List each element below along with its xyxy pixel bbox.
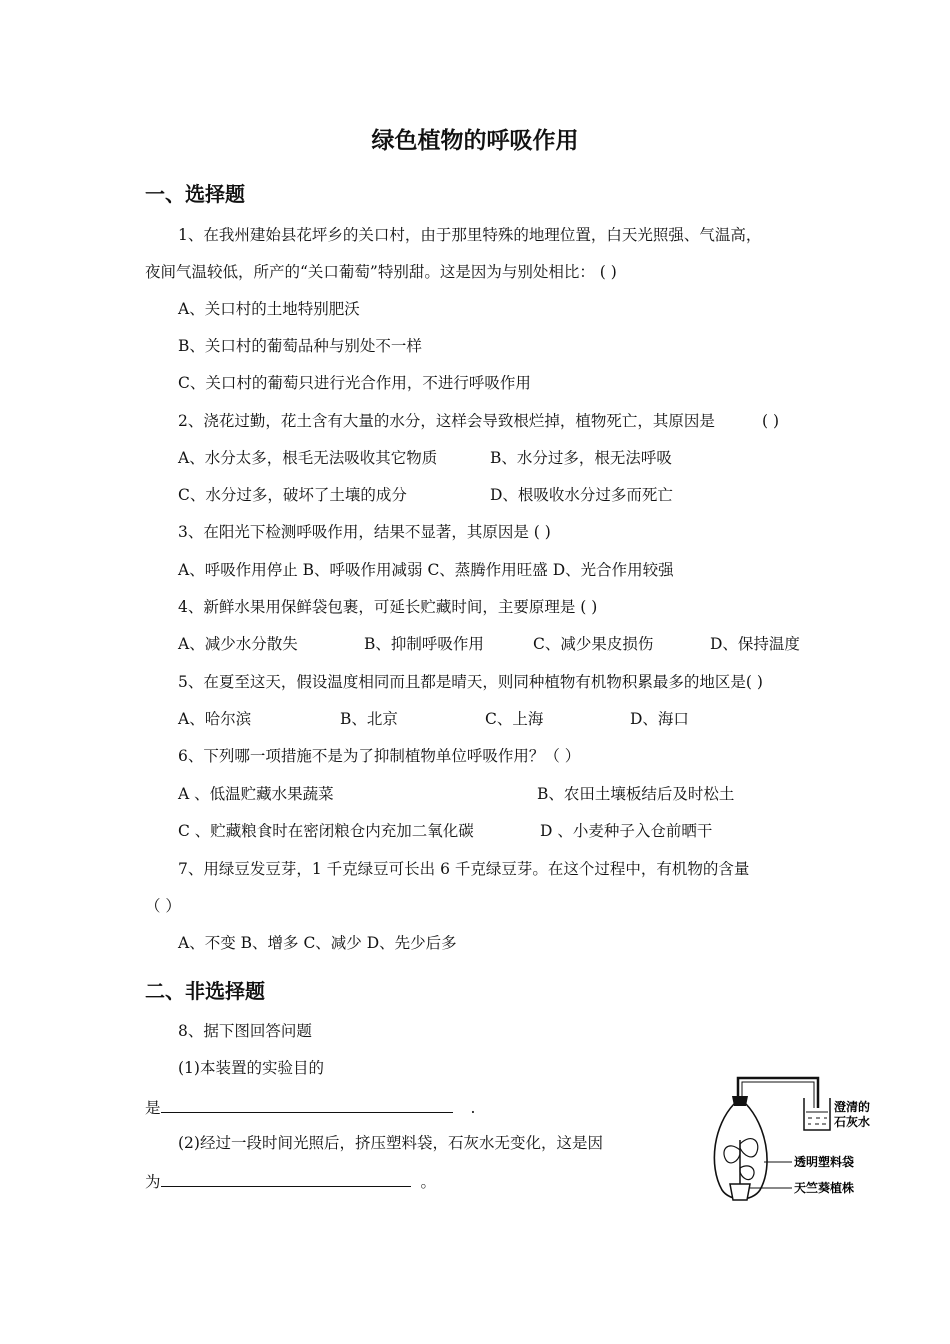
question-2-option-d: D、根吸收水分过多而死亡 [490, 486, 673, 504]
question-5-stem: 5、在夏至这天，假设温度相同而且都是晴天，则同种植物有机物积累最多的地区是( ) [178, 673, 763, 691]
question-8-part-1-answer-line [145, 1096, 475, 1118]
plant-leaf-right [740, 1139, 758, 1157]
question-8-part-2-suffix: 。 [420, 1173, 437, 1191]
question-7-line-2: （ ） [145, 897, 181, 915]
question-5-option-b: B、北京 [340, 710, 398, 728]
question-1-option-c: C、关口村的葡萄只进行光合作用，不进行呼吸作用 [178, 374, 531, 392]
question-7-options: A、不变 B、增多 C、减少 D、先少后多 [178, 934, 457, 952]
question-1-line-2: 夜间气温较低，所产的“关口葡萄”特别甜。这是因为与别处相比： ( ) [145, 263, 617, 281]
question-5-option-d: D、海口 [630, 710, 689, 728]
question-8-stem: 8、据下图回答问题 [178, 1022, 312, 1040]
question-3-options: A、呼吸作用停止 B、呼吸作用减弱 C、蒸腾作用旺盛 D、光合作用较强 [178, 561, 674, 579]
question-6-option-d: D 、小麦种子入仓前晒干 [540, 822, 713, 840]
bag-tie [732, 1096, 748, 1106]
question-6-option-a: A 、低温贮藏水果蔬菜 [178, 785, 334, 803]
question-2-option-a: A、水分太多，根毛无法吸收其它物质 [178, 449, 438, 467]
label-limewater-2: 石灰水 [834, 1115, 871, 1129]
question-5-option-a: A、哈尔滨 [178, 710, 252, 728]
question-4-option-a: A、减少水分散失 [178, 635, 298, 653]
question-7-line-1: 7、用绿豆发豆芽，1 千克绿豆可长出 6 千克绿豆芽。在这个过程中，有机物的含量 [178, 860, 750, 878]
answer-blank-2[interactable] [161, 1170, 411, 1187]
limewater-hatching [808, 1118, 827, 1124]
section-heading-nonchoice: 二、非选择题 [145, 979, 265, 1003]
label-geranium-plant: 天竺葵植株 [794, 1181, 855, 1195]
experiment-diagram-drawing [700, 1070, 900, 1220]
question-1-option-a: A、关口村的土地特别肥沃 [178, 300, 360, 318]
question-5-option-c: C、上海 [485, 710, 544, 728]
question-8-part-1-suffix: . [470, 1099, 476, 1117]
question-4-option-c: C、减少果皮损伤 [533, 635, 654, 653]
question-3-stem: 3、在阳光下检测呼吸作用，结果不显著，其原因是 ( ) [178, 523, 551, 541]
experiment-diagram [700, 1070, 900, 1220]
question-4-stem: 4、新鲜水果用保鲜袋包裹，可延长贮藏时间，主要原理是 ( ) [178, 598, 598, 616]
question-6-option-c: C 、贮藏粮食时在密闭粮仓内充加二氧化碳 [178, 822, 474, 840]
question-8-part-2-answer-line [145, 1170, 436, 1192]
page-title: 绿色植物的呼吸作用 [371, 128, 579, 154]
plant-leaf-low [740, 1166, 754, 1180]
question-2-stem: 2、浇花过勤，花土含有大量的水分，这样会导致根烂掉，植物死亡，其原因是 [178, 412, 715, 430]
label-plastic-bag: 透明塑料袋 [794, 1155, 855, 1169]
question-8-part-1-line-1: (1)本装置的实验目的 [178, 1059, 324, 1077]
question-8-part-2-prefix: 为 [145, 1173, 161, 1191]
label-limewater-1: 澄清的 [834, 1100, 871, 1114]
flower-pot [730, 1184, 750, 1200]
answer-blank-1[interactable] [161, 1096, 453, 1113]
plant-leaf-left [724, 1146, 740, 1163]
question-2-paren: ( ) [762, 412, 780, 430]
question-2-option-b: B、水分过多，根无法呼吸 [490, 449, 672, 467]
question-8-part-2-line-1: (2)经过一段时间光照后，挤压塑料袋，石灰水无变化，这是因 [178, 1134, 603, 1152]
question-6-option-b: B、农田土壤板结后及时松土 [537, 785, 735, 803]
question-4-option-b: B、抑制呼吸作用 [364, 635, 484, 653]
section-heading-choice: 一、选择题 [145, 182, 245, 206]
question-2-option-c: C、水分过多，破坏了土壤的成分 [178, 486, 407, 504]
question-4-option-d: D、保持温度 [710, 635, 800, 653]
question-6-stem: 6、下列哪一项措施不是为了抑制植物单位呼吸作用？（ ） [178, 747, 581, 765]
question-1-line-1: 1、在我州建始县花坪乡的关口村，由于那里特殊的地理位置，白天光照强、气温高， [178, 226, 762, 244]
question-8-part-1-prefix: 是 [145, 1099, 161, 1117]
question-1-option-b: B、关口村的葡萄品种与别处不一样 [178, 337, 422, 355]
gas-tube-inner [742, 1082, 814, 1108]
